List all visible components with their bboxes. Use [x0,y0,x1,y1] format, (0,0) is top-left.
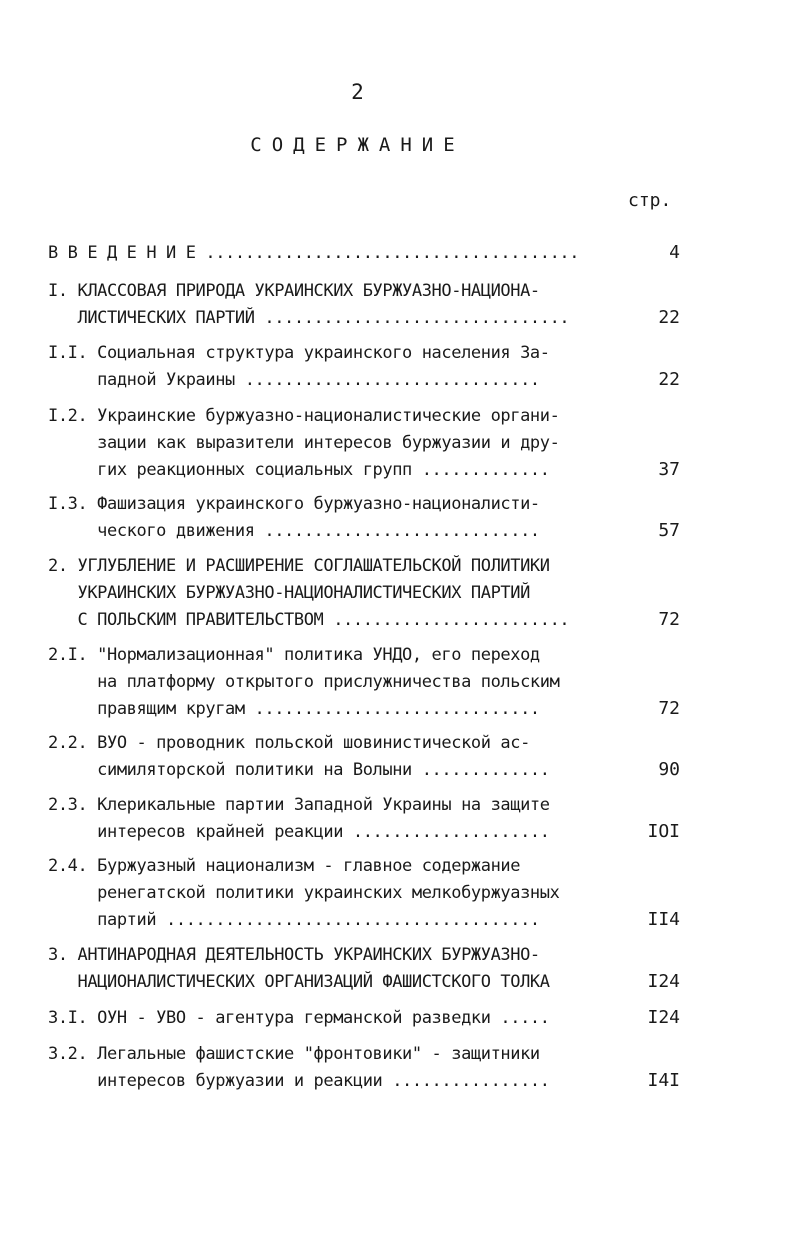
toc-line: 3. АНТИНАРОДНАЯ ДЕЯТЕЛЬНОСТЬ УКРАИНСКИХ БУРЖУАЗНО- [48,945,540,965]
toc-line: симиляторской политики на Волыни ............. [48,760,550,780]
page-number: 2 [351,80,364,104]
toc-page-number: I24 [647,1007,680,1028]
toc-line: УКРАИНСКИХ БУРЖУАЗНО-НАЦИОНАЛИСТИЧЕСКИХ ПАРТИЙ [48,583,530,603]
toc-line: интересов крайней реакции .................... [48,822,550,842]
toc-line: ренегатской политики украинских мелкобуржуазных [48,883,560,903]
toc-line: 3.2. Легальные фашистские "фронтовики" - защитники [48,1044,540,1064]
toc-line: I. КЛАССОВАЯ ПРИРОДА УКРАИНСКИХ БУРЖУАЗНО-НАЦИОНА- [48,281,540,301]
toc-line: ческого движения ............................ [48,521,540,541]
toc-line: 2. УГЛУБЛЕНИЕ И РАСШИРЕНИЕ СОГЛАШАТЕЛЬСКОЙ ПОЛИТИКИ [48,556,550,576]
toc-page-number: 22 [658,369,680,390]
toc-line: правящим кругам ............................. [48,699,540,719]
toc-line: 3.I. ОУН - УВО - агентура германской разведки ..... [48,1008,550,1028]
toc-line: 2.I. "Нормализационная" политика УНДО, его переход [48,645,540,665]
toc-line: НАЦИОНАЛИСТИЧЕСКИХ ОРГАНИЗАЦИЙ ФАШИСТСКОГО ТОЛКА [48,972,550,992]
toc-line: 2.3. Клерикальные партии Западной Украины на защите [48,795,550,815]
toc-line: В В Е Д Е Н И Е ...................................... [48,243,580,263]
toc-page-number: IOI [647,821,680,842]
toc-page-number: 37 [658,459,680,480]
toc-page-number: 72 [658,698,680,719]
toc-page-number: 90 [658,759,680,780]
toc-line: I.I. Социальная структура украинского населения За- [48,343,550,363]
toc-page-number: II4 [647,909,680,930]
toc-line: 2.4. Буржуазный национализм - главное содержание [48,856,521,876]
toc-line: I.3. Фашизация украинского буржуазно-националисти- [48,494,540,514]
toc-line: ЛИСТИЧЕСКИХ ПАРТИЙ ............................... [48,308,570,328]
toc-page-number: 72 [658,609,680,630]
toc-line: зации как выразители интересов буржуазии и дру- [48,433,560,453]
page-title: СОДЕРЖАНИЕ [250,134,465,156]
toc-line: 2.2. ВУО - проводник польской шовинистической ас- [48,733,530,753]
page-column-label: стр. [628,190,672,211]
toc-line: I.2. Украинские буржуазно-националистические органи- [48,406,560,426]
toc-page-number: 22 [658,307,680,328]
toc-line: гих реакционных социальных групп ............. [48,460,550,480]
toc-page-number: I24 [647,971,680,992]
toc-line: С ПОЛЬСКИМ ПРАВИТЕЛЬСТВОМ ........................ [48,610,570,630]
toc-page-number: 57 [658,520,680,541]
toc-line: интересов буржуазии и реакции ................ [48,1071,550,1091]
toc-page-number: I4I [647,1070,680,1091]
toc-line: на платформу открытого прислужничества польским [48,672,560,692]
toc-line: падной Украины .............................. [48,370,540,390]
toc-line: партий ...................................... [48,910,540,930]
toc-page-number: 4 [669,242,680,263]
